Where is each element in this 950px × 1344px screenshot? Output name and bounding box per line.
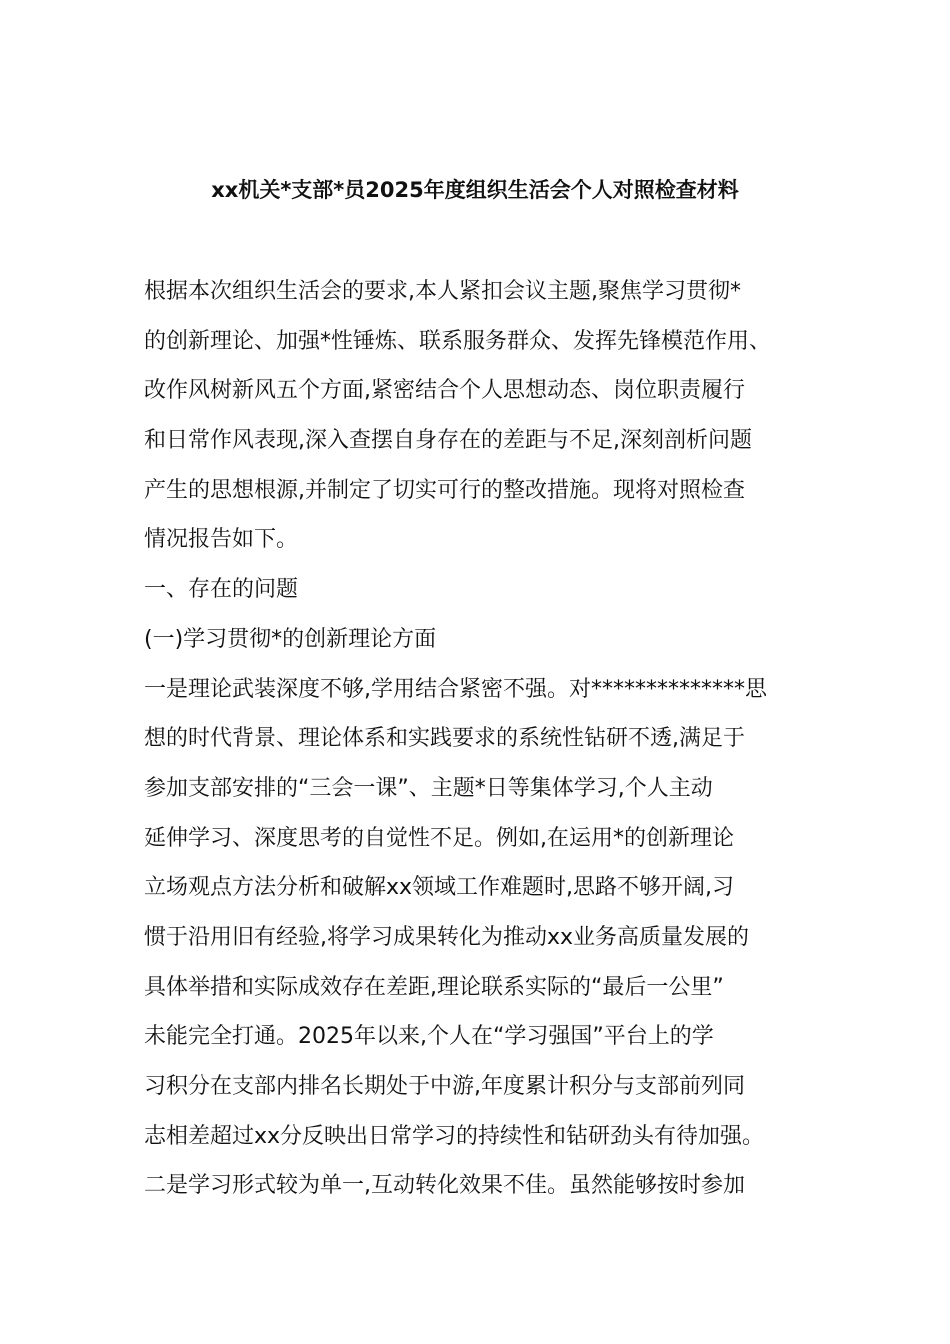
paragraph-line-16: 未能完全打通。2025年以来,个人在“学习强国”平台上的学 xyxy=(144,1024,714,1050)
paragraph-line-14: 惯于沿用旧有经验,将学习成果转化为推动xx业务高质量发展的 xyxy=(144,924,750,950)
paragraph-line-3: 改作风树新风五个方面,紧密结合个人思想动态、岗位职责履行 xyxy=(144,378,745,404)
paragraph-line-15: 具体举措和实际成效存在差距,理论联系实际的“最后一公里” xyxy=(144,974,724,1000)
paragraph-line-9: 一是理论武装深度不够,学用结合紧密不强。对**************思 xyxy=(144,676,767,702)
paragraph-line-6: 情况报告如下。 xyxy=(144,527,299,553)
document-title: xx机关*支部*员2025年度组织生活会个人对照检查材料 xyxy=(211,178,739,202)
paragraph-line-19: 二是学习形式较为单一,互动转化效果不佳。虽然能够按时参加 xyxy=(144,1173,745,1199)
paragraph-line-11: 参加支部安排的“三会一课”、主题*日等集体学习,个人主动 xyxy=(144,775,713,801)
subsection-heading: (一)学习贯彻*的创新理论方面 xyxy=(144,626,437,652)
paragraph-line-18: 志相差超过xx分反映出日常学习的持续性和钻研劲头有待加强。 xyxy=(144,1123,765,1149)
document-body xyxy=(144,272,824,1216)
paragraph-line-13: 立场观点方法分析和破解xx领域工作难题时,思路不够开阔,习 xyxy=(144,875,735,901)
paragraph-line-1: 根据本次组织生活会的要求,本人紧扣会议主题,聚焦学习贯彻* xyxy=(144,279,741,304)
paragraph-line-2: 的创新理论、加强*性锤炼、联系服务群众、发挥先锋模范作用、 xyxy=(144,328,772,354)
paragraph-line-5: 产生的思想根源,并制定了切实可行的整改措施。现将对照检查 xyxy=(144,477,745,503)
paragraph-line-4: 和日常作风表现,深入查摆自身存在的差距与不足,深刻剖析问题 xyxy=(144,428,752,454)
section-heading: 一、存在的问题 xyxy=(144,577,299,603)
paragraph-line-10: 想的时代背景、理论体系和实践要求的系统性钻研不透,满足于 xyxy=(144,726,745,752)
paragraph-line-17: 习积分在支部内排名长期处于中游,年度累计积分与支部前列同 xyxy=(144,1074,745,1099)
paragraph-line-12: 延伸学习、深度思考的自觉性不足。例如,在运用*的创新理论 xyxy=(144,825,734,851)
